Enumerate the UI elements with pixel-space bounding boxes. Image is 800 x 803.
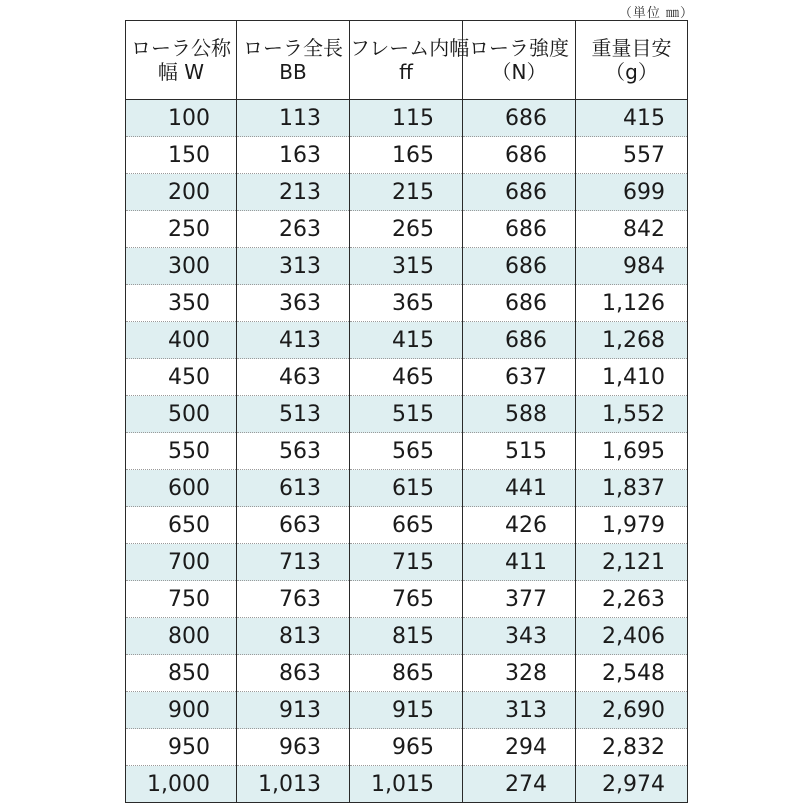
weight-cell: 1,837: [576, 470, 688, 507]
roller-length-cell: 913: [237, 692, 350, 729]
nominal-width-cell: 550: [126, 433, 237, 470]
weight-cell: 2,690: [576, 692, 688, 729]
roller-strength-cell: 686: [463, 248, 576, 285]
roller-length-cell: 163: [237, 137, 350, 174]
roller-strength-cell: 313: [463, 692, 576, 729]
weight-cell: 842: [576, 211, 688, 248]
frame-inner-width-cell: 115: [350, 100, 463, 137]
frame-inner-width-cell: 165: [350, 137, 463, 174]
header-roller-strength-line2: （N）: [491, 60, 547, 84]
frame-inner-width-cell: 315: [350, 248, 463, 285]
frame-inner-width-cell: 865: [350, 655, 463, 692]
table-row: [126, 211, 688, 248]
header-weight: [576, 21, 688, 100]
frame-inner-width-cell: 665: [350, 507, 463, 544]
roller-strength-cell: 426: [463, 507, 576, 544]
roller-spec-table: [125, 20, 688, 803]
roller-length-cell: 863: [237, 655, 350, 692]
table-row: [126, 100, 688, 137]
header-roller-strength: [463, 21, 576, 100]
weight-cell: 1,695: [576, 433, 688, 470]
roller-length-cell: 463: [237, 359, 350, 396]
weight-cell: 2,263: [576, 581, 688, 618]
roller-strength-cell: 328: [463, 655, 576, 692]
weight-cell: 2,548: [576, 655, 688, 692]
header-frame-inner-width: [350, 21, 470, 100]
table-row: [126, 359, 688, 396]
table-header: [126, 21, 688, 100]
frame-inner-width-cell: 615: [350, 470, 463, 507]
weight-cell: 2,406: [576, 618, 688, 655]
frame-inner-width-cell: 915: [350, 692, 463, 729]
roller-length-cell: 663: [237, 507, 350, 544]
roller-length-cell: 263: [237, 211, 350, 248]
table-row: [126, 766, 688, 803]
header-roller-length-line2: BB: [279, 60, 307, 84]
roller-strength-cell: 411: [463, 544, 576, 581]
nominal-width-cell: 850: [126, 655, 237, 692]
table-row: [126, 729, 688, 766]
table-row: [126, 581, 688, 618]
nominal-width-cell: 250: [126, 211, 237, 248]
weight-cell: 1,126: [576, 285, 688, 322]
roller-strength-cell: 637: [463, 359, 576, 396]
roller-length-cell: 563: [237, 433, 350, 470]
frame-inner-width-cell: 465: [350, 359, 463, 396]
header-nominal-width-line1: ローラ公称: [131, 36, 231, 60]
weight-cell: 1,410: [576, 359, 688, 396]
frame-inner-width-cell: 965: [350, 729, 463, 766]
nominal-width-cell: 950: [126, 729, 237, 766]
header-nominal-width-line2: 幅 W: [157, 60, 205, 84]
roller-strength-cell: 686: [463, 322, 576, 359]
weight-cell: 1,268: [576, 322, 688, 359]
nominal-width-cell: 500: [126, 396, 237, 433]
weight-cell: 699: [576, 174, 688, 211]
roller-strength-cell: 686: [463, 285, 576, 322]
roller-strength-cell: 274: [463, 766, 576, 803]
table-row: [126, 470, 688, 507]
nominal-width-cell: 700: [126, 544, 237, 581]
roller-strength-cell: 343: [463, 618, 576, 655]
nominal-width-cell: 750: [126, 581, 237, 618]
weight-cell: 2,121: [576, 544, 688, 581]
header-roller-length-line1: ローラ全長: [243, 36, 343, 60]
roller-length-cell: 513: [237, 396, 350, 433]
table-row: [126, 655, 688, 692]
weight-cell: 415: [576, 100, 688, 137]
frame-inner-width-cell: 265: [350, 211, 463, 248]
nominal-width-cell: 900: [126, 692, 237, 729]
roller-length-cell: 413: [237, 322, 350, 359]
roller-strength-cell: 441: [463, 470, 576, 507]
frame-inner-width-cell: 365: [350, 285, 463, 322]
roller-length-cell: 113: [237, 100, 350, 137]
header-weight-line2: （g）: [605, 60, 658, 84]
roller-strength-cell: 515: [463, 433, 576, 470]
header-weight-line1: 重量目安: [591, 36, 672, 60]
roller-length-cell: 713: [237, 544, 350, 581]
header-nominal-width: [126, 21, 237, 100]
weight-cell: 1,552: [576, 396, 688, 433]
table-body: [126, 100, 688, 803]
table-row: [126, 248, 688, 285]
roller-length-cell: 613: [237, 470, 350, 507]
roller-length-cell: 763: [237, 581, 350, 618]
roller-length-cell: 963: [237, 729, 350, 766]
roller-strength-cell: 294: [463, 729, 576, 766]
roller-strength-cell: 686: [463, 174, 576, 211]
nominal-width-cell: 200: [126, 174, 237, 211]
roller-length-cell: 1,013: [237, 766, 350, 803]
table-row: [126, 433, 688, 470]
nominal-width-cell: 100: [126, 100, 237, 137]
nominal-width-cell: 600: [126, 470, 237, 507]
table-row: [126, 396, 688, 433]
header-row: [126, 21, 688, 100]
nominal-width-cell: 300: [126, 248, 237, 285]
unit-note: （単位 ㎜）: [618, 6, 694, 21]
roller-length-cell: 313: [237, 248, 350, 285]
weight-cell: 1,979: [576, 507, 688, 544]
roller-strength-cell: 588: [463, 396, 576, 433]
header-roller-strength-line1: ローラ強度: [469, 36, 569, 60]
frame-inner-width-cell: 515: [350, 396, 463, 433]
weight-cell: 557: [576, 137, 688, 174]
roller-strength-cell: 686: [463, 137, 576, 174]
table-row: [126, 692, 688, 729]
roller-strength-cell: 686: [463, 211, 576, 248]
roller-length-cell: 813: [237, 618, 350, 655]
table-row: [126, 322, 688, 359]
table-row: [126, 285, 688, 322]
nominal-width-cell: 800: [126, 618, 237, 655]
table-row: [126, 618, 688, 655]
nominal-width-cell: 150: [126, 137, 237, 174]
weight-cell: 2,832: [576, 729, 688, 766]
header-roller-length: [237, 21, 350, 100]
roller-strength-cell: 686: [463, 100, 576, 137]
nominal-width-cell: 650: [126, 507, 237, 544]
roller-length-cell: 213: [237, 174, 350, 211]
table-row: [126, 507, 688, 544]
frame-inner-width-cell: 715: [350, 544, 463, 581]
frame-inner-width-cell: 565: [350, 433, 463, 470]
table-row: [126, 174, 688, 211]
header-frame-inner-width-line2: ff: [399, 60, 413, 84]
roller-strength-cell: 377: [463, 581, 576, 618]
nominal-width-cell: 400: [126, 322, 237, 359]
frame-inner-width-cell: 415: [350, 322, 463, 359]
nominal-width-cell: 450: [126, 359, 237, 396]
frame-inner-width-cell: 765: [350, 581, 463, 618]
header-frame-inner-width-line1: フレーム内幅: [350, 36, 470, 60]
table-row: [126, 137, 688, 174]
nominal-width-cell: 1,000: [126, 766, 237, 803]
frame-inner-width-cell: 815: [350, 618, 463, 655]
weight-cell: 2,974: [576, 766, 688, 803]
table-row: [126, 544, 688, 581]
roller-length-cell: 363: [237, 285, 350, 322]
nominal-width-cell: 350: [126, 285, 237, 322]
frame-inner-width-cell: 215: [350, 174, 463, 211]
frame-inner-width-cell: 1,015: [350, 766, 463, 803]
weight-cell: 984: [576, 248, 688, 285]
